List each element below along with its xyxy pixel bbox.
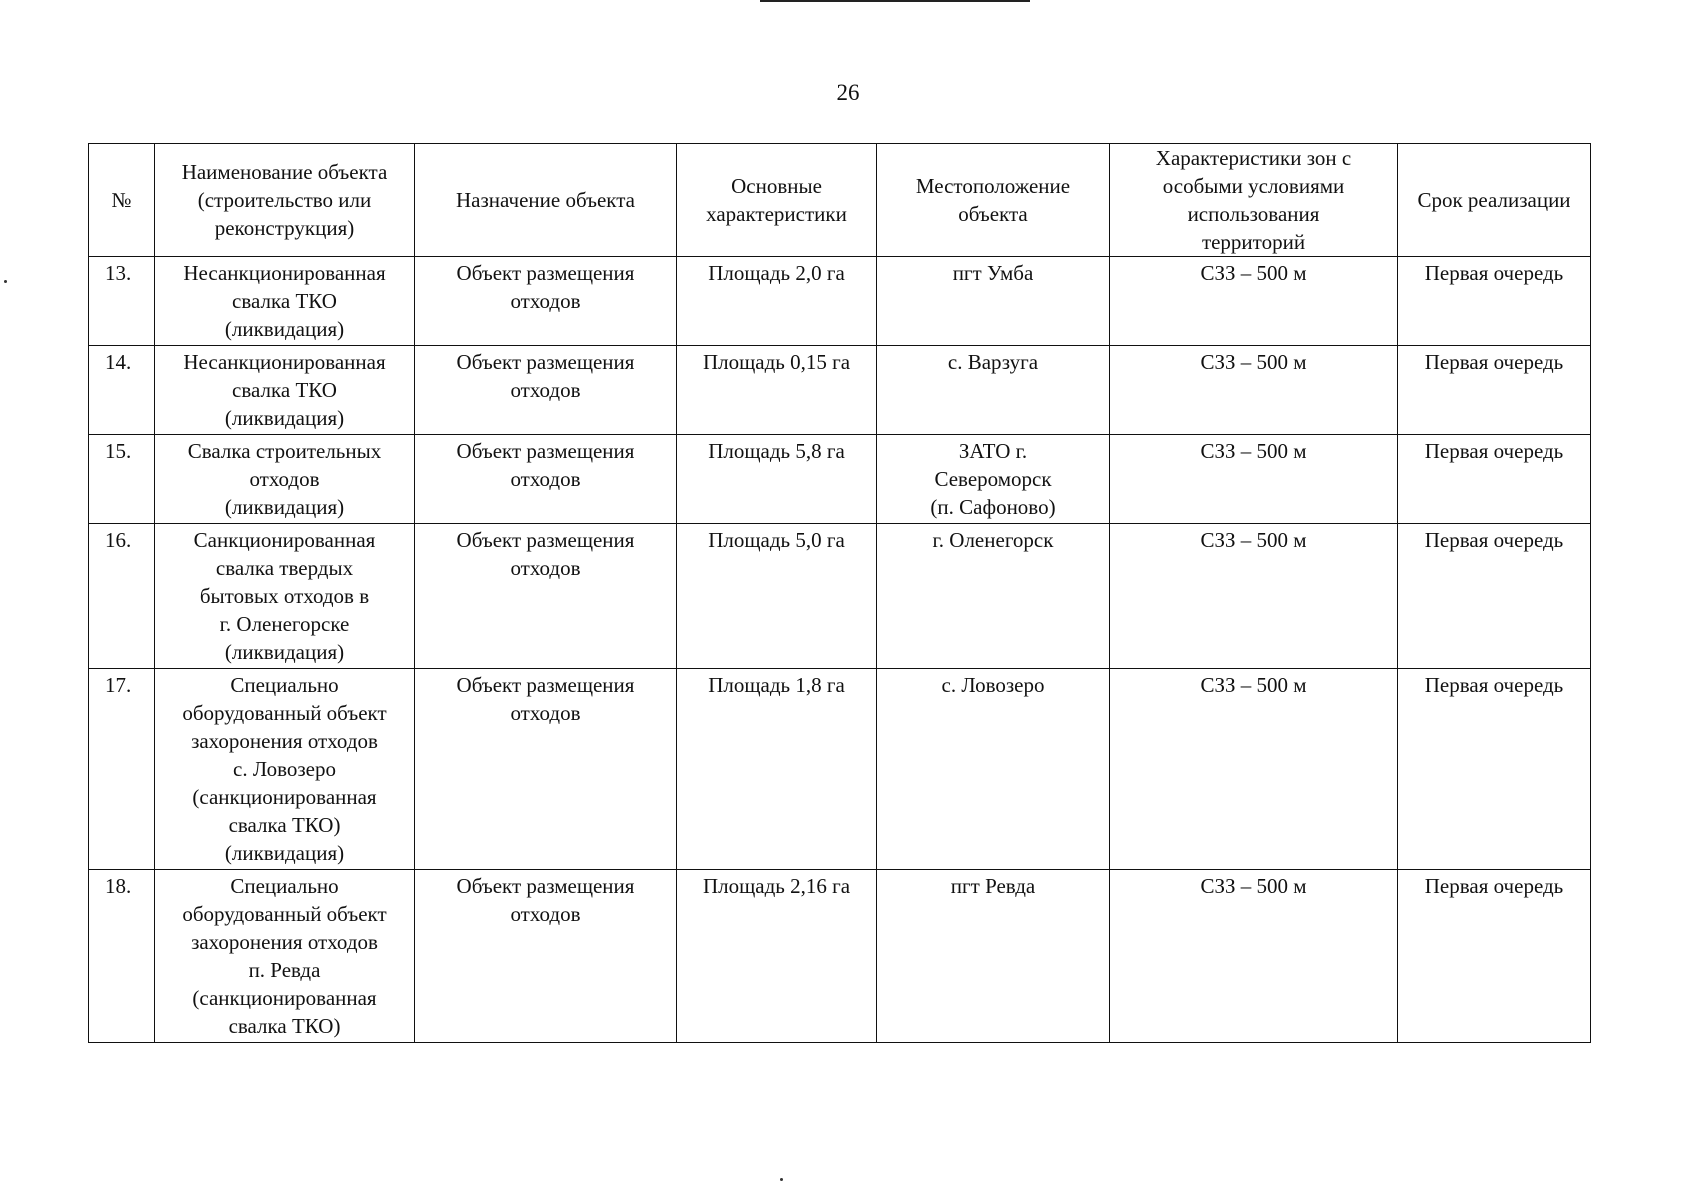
scan-top-rule (760, 0, 1030, 2)
table-row (89, 346, 1591, 435)
cell-purpose: Объект размещения отходов (415, 870, 677, 1043)
cell-num: 15. (89, 435, 155, 524)
table-row (89, 524, 1591, 669)
cell-characteristics: Площадь 1,8 га (677, 669, 877, 870)
table-row (89, 435, 1591, 524)
cell-name: Санкционированная свалка твердых бытовых отходов в г. Оленегорске (ликвидация) (155, 524, 415, 669)
cell-location: ЗАТО г. Североморск (п. Сафоново) (877, 435, 1110, 524)
table-header-row (89, 144, 1591, 257)
cell-characteristics: Площадь 2,16 га (677, 870, 877, 1043)
cell-zones: СЗЗ – 500 м (1110, 524, 1398, 669)
cell-name: Несанкционированная свалка ТКО (ликвидация) (155, 346, 415, 435)
header-characteristics: Основные характеристики (677, 144, 877, 257)
cell-name: Несанкционированная свалка ТКО (ликвидация) (155, 257, 415, 346)
cell-term: Первая очередь (1398, 257, 1591, 346)
page-number: 26 (836, 80, 860, 105)
header-name: Наименование объекта (строительство или реконструкция) (155, 144, 415, 257)
cell-purpose: Объект размещения отходов (415, 257, 677, 346)
cell-term: Первая очередь (1398, 435, 1591, 524)
cell-characteristics: Площадь 5,8 га (677, 435, 877, 524)
cell-num: 17. (89, 669, 155, 870)
cell-zones: СЗЗ – 500 м (1110, 346, 1398, 435)
table-row (89, 870, 1591, 1043)
scan-speck (4, 280, 7, 283)
header-term: Срок реализации (1398, 144, 1591, 257)
header-purpose: Назначение объекта (415, 144, 677, 257)
cell-zones: СЗЗ – 500 м (1110, 257, 1398, 346)
cell-zones: СЗЗ – 500 м (1110, 870, 1398, 1043)
header-location: Местоположение объекта (877, 144, 1110, 257)
cell-characteristics: Площадь 2,0 га (677, 257, 877, 346)
cell-term: Первая очередь (1398, 346, 1591, 435)
cell-purpose: Объект размещения отходов (415, 669, 677, 870)
cell-location: г. Оленегорск (877, 524, 1110, 669)
cell-characteristics: Площадь 0,15 га (677, 346, 877, 435)
cell-purpose: Объект размещения отходов (415, 346, 677, 435)
cell-purpose: Объект размещения отходов (415, 435, 677, 524)
cell-location: пгт Ревда (877, 870, 1110, 1043)
cell-zones: СЗЗ – 500 м (1110, 669, 1398, 870)
cell-term: Первая очередь (1398, 524, 1591, 669)
cell-term: Первая очередь (1398, 870, 1591, 1043)
cell-num: 16. (89, 524, 155, 669)
header-num: № (89, 144, 155, 257)
cell-name: Свалка строительных отходов (ликвидация) (155, 435, 415, 524)
cell-characteristics: Площадь 5,0 га (677, 524, 877, 669)
cell-purpose: Объект размещения отходов (415, 524, 677, 669)
table-row (89, 669, 1591, 870)
objects-table (88, 143, 1591, 1043)
table-row (89, 257, 1591, 346)
scan-speck (780, 1178, 783, 1181)
cell-num: 13. (89, 257, 155, 346)
cell-location: пгт Умба (877, 257, 1110, 346)
cell-name: Специально оборудованный объект захоронения отходов п. Ревда (санкционированная свалка ТКО) (155, 870, 415, 1043)
cell-term: Первая очередь (1398, 669, 1591, 870)
header-zones: Характеристики зон с особыми условиями использования территорий (1110, 144, 1398, 257)
cell-zones: СЗЗ – 500 м (1110, 435, 1398, 524)
cell-location: с. Ловозеро (877, 669, 1110, 870)
cell-location: с. Варзуга (877, 346, 1110, 435)
cell-name: Специально оборудованный объект захоронения отходов с. Ловозеро (санкционированная свалка ТКО) (ликвидация) (155, 669, 415, 870)
cell-num: 14. (89, 346, 155, 435)
cell-num: 18. (89, 870, 155, 1043)
